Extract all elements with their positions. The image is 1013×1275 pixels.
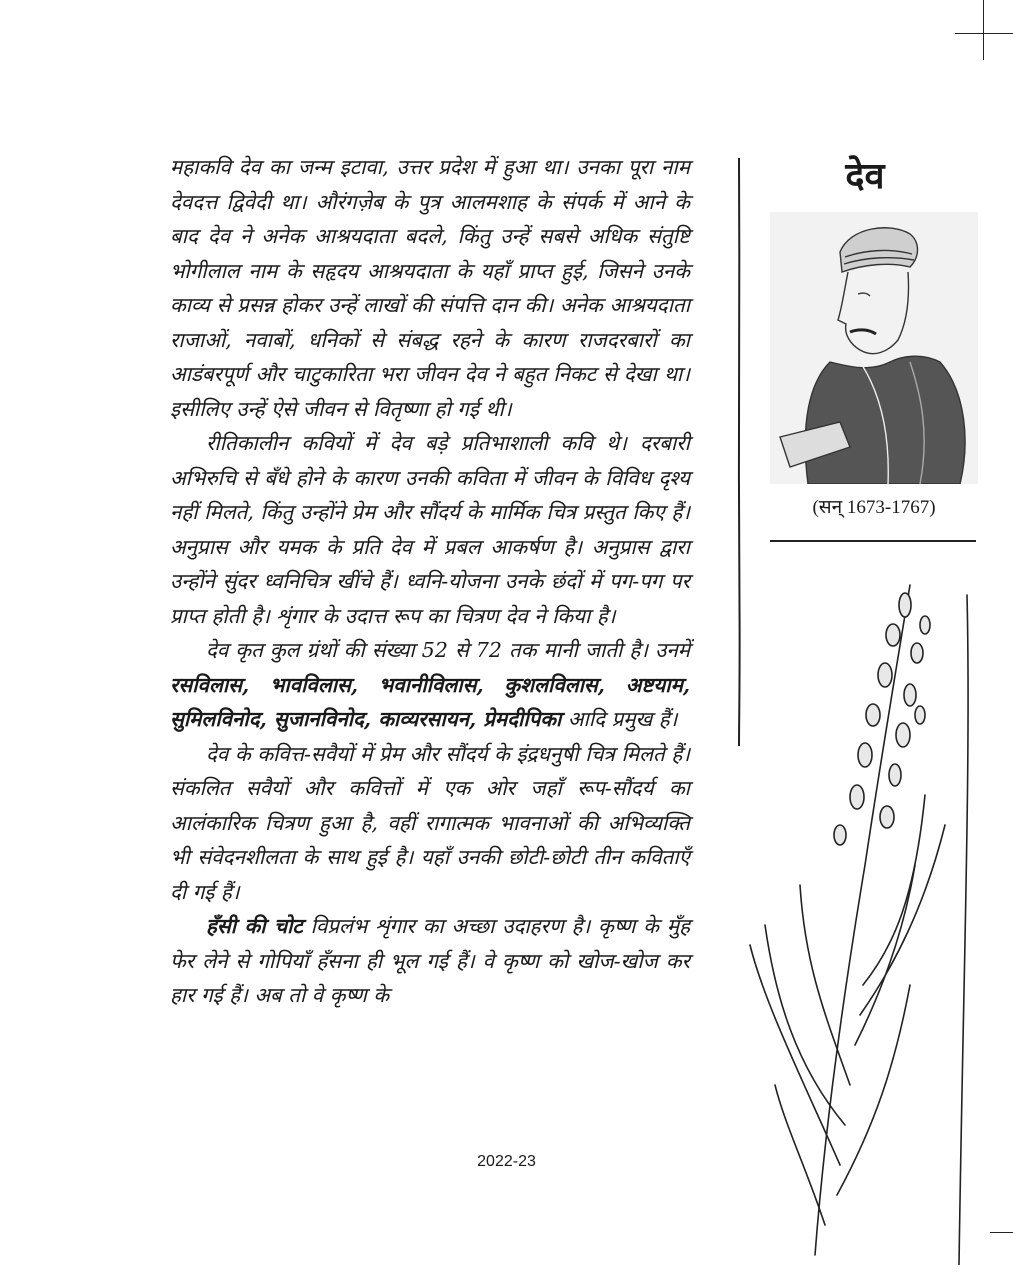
crop-mark-bottom <box>990 1232 1013 1233</box>
section-rule <box>770 540 976 542</box>
paragraph-1: महाकवि देव का जन्म इटावा, उत्तर प्रदेश में हुआ था। उनका पूरा नाम देवदत्त द्विवेदी था। औरंगज़ेब के पुत्र आलमशाह के संपर्क में आने के बाद देव ने अनेक आश्रयदाता बदले, किंतु उन्हें सबसे अधिक संतुष्टि भोगीलाल नाम के सहृदय आश्रयदाता के यहाँ प्राप्त हुई, जिसने उनके काव्य से प्रसन्न होकर उन्हें लाखों की संपत्ति दान की। अनेक आश्रयदाता राजाओं, नवाबों, धनिकों से संबद्ध रहने के कारण राजदरबारों का आडंबरपूर्ण और चाटुकारिता भरा जीवन देव ने बहुत निकट से देखा था। इसीलिए उन्हें ऐसे जीवन से वितृष्णा हो गई थी। <box>170 155 690 421</box>
works-intro: देव कृत कुल ग्रंथों की संख्या 52 से 72 तक मानी जाती है। उनमें <box>206 638 690 662</box>
poem-title: हँसी की चोट <box>206 914 303 938</box>
paragraph-5-text: विप्रलंभ शृंगार का अच्छा उदाहरण है। कृष्ण के मुँह फेर लेने से गोपियाँ हँसना ही भूल गई हैं। वे कृष्ण को खोज-खोज कर हार गई हैं। अब तो वे कृष्ण के <box>170 914 690 1007</box>
paragraph-5 <box>170 909 690 1013</box>
page-footer-year: 2022-23 <box>477 1153 536 1170</box>
poet-portrait-icon <box>770 212 978 484</box>
crop-mark-vertical <box>983 0 984 60</box>
poet-dates: (सन् 1673-1767) <box>812 497 936 518</box>
paragraph-2: रीतिकालीन कवियों में देव बड़े प्रतिभाशाली कवि थे। दरबारी अभिरुचि से बँधे होने के कारण उनकी कविता में जीवन के विविध दृश्य नहीं मिलते, किंतु उन्होंने प्रेम और सौंदर्य के मार्मिक चित्र प्रस्तुत किए हैं। अनुप्रास और यमक के प्रति देव में प्रबल आकर्षण है। अनुप्रास द्वारा उन्होंने सुंदर ध्वनिचित्र खींचे हैं। ध्वनि-योजना उनके छंदों में पग-पग पर प्राप्त होती है। शृंगार के उदात्त रूप का चित्रण देव ने किया है। <box>170 431 690 628</box>
works-list: रसविलास, भावविलास, भवानीविलास, कुशलविलास, अष्टयाम, सुमिलविनोद, सुजानविनोद, काव्यरसायन, प्रेमदीपिका <box>170 672 690 731</box>
paragraph-3 <box>170 633 690 737</box>
crop-mark-horizontal <box>955 33 1013 34</box>
paragraph-4: देव के कवित्त-सवैयों में प्रेम और सौंदर्य के इंद्रधनुषी चित्र मिलते हैं। संकलित सवैयों और कवित्तों में एक ओर जहाँ रूप-सौंदर्य का आलंकारिक चित्रण हुआ है, वहीं रागात्मक भावनाओं की अभिव्यक्ति भी संवेदनशीलता के साथ हुई है। यहाँ उनकी छोटी-छोटी तीन कविताएँ दी गई हैं। <box>170 741 690 904</box>
sidebar-divider <box>737 158 741 746</box>
poet-name: देव <box>845 156 885 197</box>
biography-text <box>170 150 690 1013</box>
works-end: आदि प्रमुख हैं। <box>567 707 678 731</box>
